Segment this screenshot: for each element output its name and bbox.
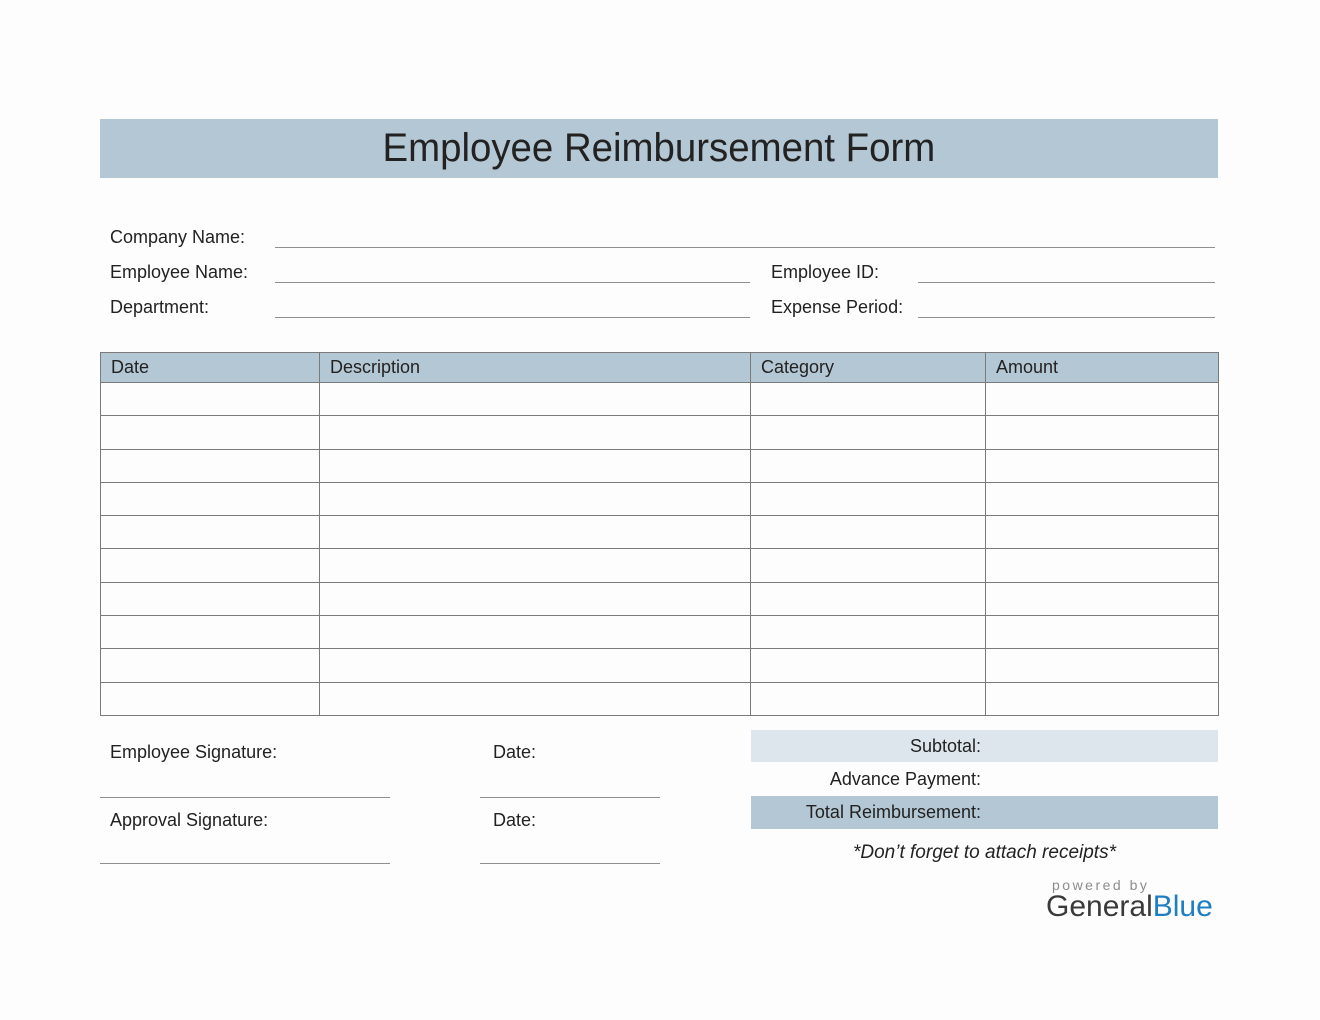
cell-amount[interactable] (986, 516, 1219, 549)
employee-signature-label: Employee Signature: (110, 742, 278, 762)
expense-period-label: Expense Period: (771, 297, 904, 317)
employee-name-label: Employee Name: (110, 262, 249, 282)
cell-amount[interactable] (986, 549, 1219, 582)
cell-date[interactable] (101, 682, 320, 715)
cell-amount[interactable] (986, 649, 1219, 682)
table-body (101, 383, 1219, 716)
employee-name-line[interactable] (275, 282, 750, 283)
cell-date[interactable] (101, 549, 320, 582)
cell-category[interactable] (751, 416, 986, 449)
table-row (101, 649, 1219, 682)
cell-description[interactable] (320, 649, 751, 682)
column-header-amount: Amount (986, 353, 1219, 383)
table-row (101, 616, 1219, 649)
cell-date[interactable] (101, 516, 320, 549)
receipts-note: *Don’t forget to attach receipts* (853, 842, 1116, 863)
table-row (101, 482, 1219, 515)
approval-signature-line[interactable] (100, 863, 390, 864)
brand-blue-text: Blue (1152, 890, 1213, 923)
page-title: Employee Reimbursement Form (382, 126, 936, 170)
cell-date[interactable] (101, 582, 320, 615)
column-header-date: Date (101, 353, 320, 383)
cell-description[interactable] (320, 682, 751, 715)
brand-logo (1046, 890, 1213, 924)
cell-amount[interactable] (986, 582, 1219, 615)
advance-payment-value[interactable] (985, 762, 1218, 796)
cell-description[interactable] (320, 482, 751, 515)
title-bar (100, 119, 1218, 178)
table-row (101, 449, 1219, 482)
employee-date-label: Date: (493, 742, 537, 762)
table-row (101, 416, 1219, 449)
cell-description[interactable] (320, 582, 751, 615)
employee-signature-line[interactable] (100, 797, 390, 798)
table-row (101, 383, 1219, 416)
cell-category[interactable] (751, 682, 986, 715)
table-header-row (101, 353, 1219, 383)
approval-date-label: Date: (493, 810, 537, 830)
employee-date-line[interactable] (480, 797, 660, 798)
cell-date[interactable] (101, 383, 320, 416)
table-row (101, 582, 1219, 615)
approval-date-line[interactable] (480, 863, 660, 864)
cell-category[interactable] (751, 582, 986, 615)
cell-category[interactable] (751, 616, 986, 649)
cell-description[interactable] (320, 383, 751, 416)
employee-id-label: Employee ID: (771, 262, 880, 282)
cell-category[interactable] (751, 516, 986, 549)
subtotal-label: Subtotal: (909, 735, 981, 756)
cell-category[interactable] (751, 383, 986, 416)
cell-date[interactable] (101, 416, 320, 449)
column-header-description: Description (320, 353, 751, 383)
cell-description[interactable] (320, 516, 751, 549)
cell-date[interactable] (101, 482, 320, 515)
cell-date[interactable] (101, 616, 320, 649)
cell-amount[interactable] (986, 449, 1219, 482)
cell-description[interactable] (320, 549, 751, 582)
cell-date[interactable] (101, 649, 320, 682)
total-reimbursement-row (751, 796, 1218, 829)
advance-payment-label: Advance Payment: (829, 768, 981, 789)
cell-category[interactable] (751, 449, 986, 482)
subtotal-value[interactable] (985, 730, 1218, 762)
expense-period-line[interactable] (918, 317, 1215, 318)
cell-description[interactable] (320, 449, 751, 482)
cell-category[interactable] (751, 649, 986, 682)
cell-category[interactable] (751, 482, 986, 515)
column-header-category: Category (751, 353, 986, 383)
company-name-label: Company Name: (110, 227, 246, 247)
department-label: Department: (110, 297, 210, 317)
cell-description[interactable] (320, 616, 751, 649)
cell-description[interactable] (320, 416, 751, 449)
subtotal-row (751, 730, 1218, 762)
cell-amount[interactable] (986, 682, 1219, 715)
cell-amount[interactable] (986, 616, 1219, 649)
table-row (101, 682, 1219, 715)
table-row (101, 516, 1219, 549)
brand-general-text: General (1046, 890, 1153, 923)
cell-date[interactable] (101, 449, 320, 482)
approval-signature-label: Approval Signature: (110, 810, 269, 830)
total-reimbursement-value[interactable] (985, 796, 1218, 829)
cell-amount[interactable] (986, 383, 1219, 416)
cell-category[interactable] (751, 549, 986, 582)
powered-by-text: powered by (1052, 877, 1150, 893)
department-line[interactable] (275, 317, 750, 318)
table-row (101, 549, 1219, 582)
company-name-line[interactable] (275, 247, 1215, 248)
cell-amount[interactable] (986, 482, 1219, 515)
expense-table (100, 352, 1219, 716)
cell-amount[interactable] (986, 416, 1219, 449)
advance-payment-row (751, 762, 1218, 796)
total-reimbursement-label: Total Reimbursement: (805, 802, 981, 822)
employee-id-line[interactable] (918, 282, 1215, 283)
